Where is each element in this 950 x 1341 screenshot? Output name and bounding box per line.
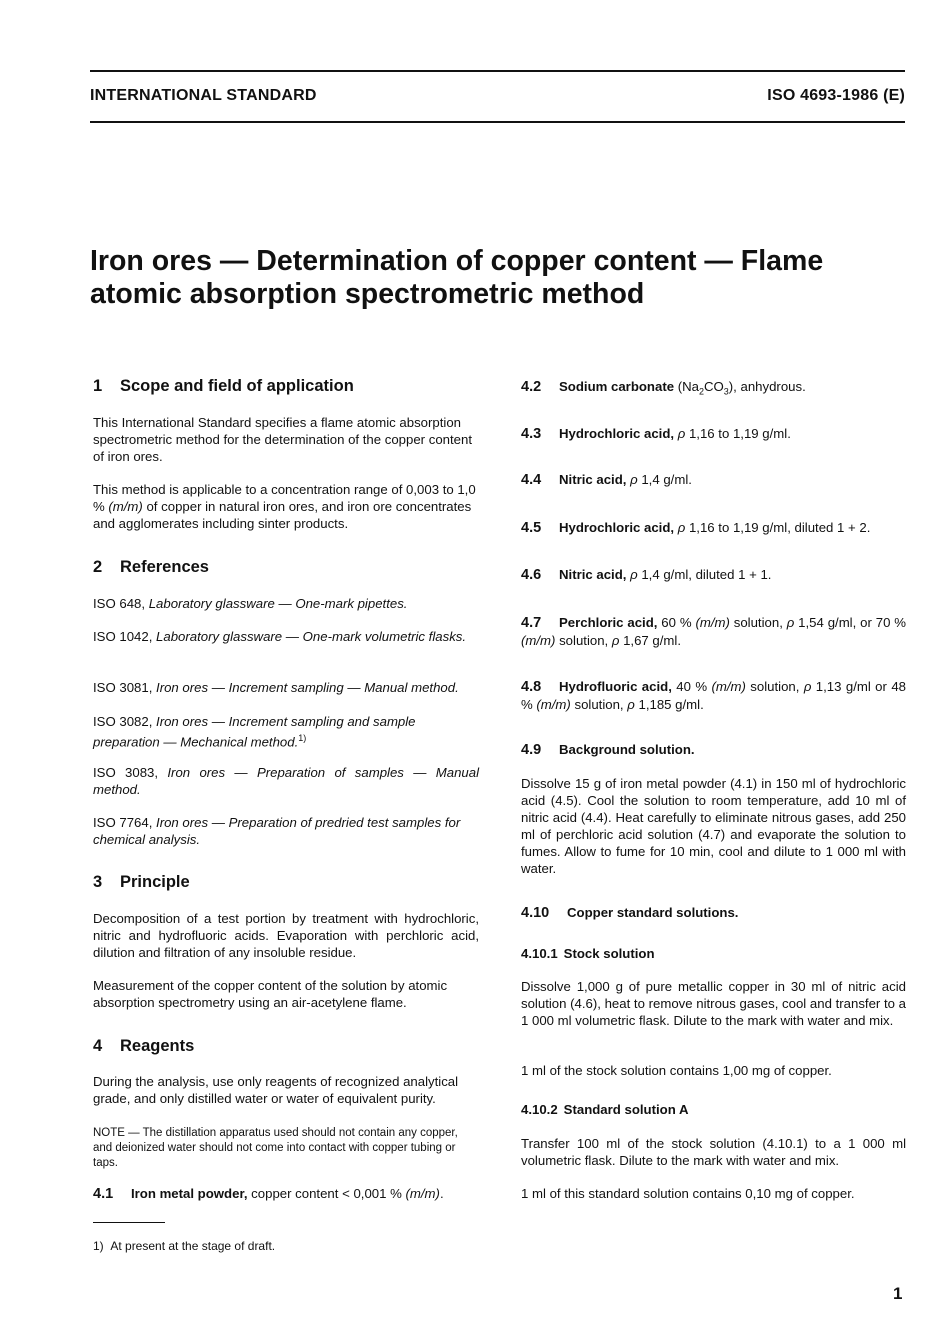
standard-number: ISO 4693-1986 (E) bbox=[767, 87, 905, 104]
reference-item: ISO 7764, Iron ores — Preparation of predried test samples for chemical analysis. bbox=[93, 815, 461, 847]
reference-item: ISO 3081, Iron ores — Increment sampling — Manual method. bbox=[93, 680, 459, 695]
section-1-heading: 1 Scope and field of application bbox=[93, 377, 354, 395]
document-title bbox=[90, 245, 905, 311]
reference-item: ISO 3082, Iron ores — Increment sampling and sample preparation — Mechanical method.$^{1)}$ bbox=[93, 714, 416, 750]
reference-item: ISO 3083, Iron ores — Preparation of samples — Manual method. bbox=[93, 765, 480, 797]
reagent-4-7: 4.7 Perchloric acid, 60 % (m/m) solution, ρ 1,54 g/ml, or 70 % (m/m) solution, ρ 1,67 g/ml. bbox=[521, 615, 907, 648]
top-rule bbox=[90, 70, 905, 72]
reagent-4-10-1-heading: 4.10.1 Stock solution bbox=[521, 946, 655, 961]
reagent-4-8: 4.8 Hydrofluoric acid, 40 % (m/m) solution, ρ 1,13 g/ml or 48 % (m/m) solution, ρ 1,185 g/ml. bbox=[521, 679, 906, 712]
reagent-4-9-paragraph: Dissolve 15 g of iron metal powder (4.1) in 150 ml of hydrochloric acid (4.5). Cool the solution to room temperature, add 10 ml of nitric acid (4.4). Heat carefully to eliminate nitrous gases, add 250 ml of perchloric acid solution (4.7) and evaporate the solution to fumes. Allow to fume for 10 min, cool and dilute to 1 000 ml with water. bbox=[521, 776, 906, 876]
section-3-paragraph-1: Decomposition of a test portion by treatment with hydrochloric, nitric and hydrofluoric acids. Evaporation with perchloric acid, dilution and filtration of any insoluble residue. bbox=[93, 911, 479, 960]
section-4-note: NOTE — The distillation apparatus used should not contain any copper, and deionized water should not come into contact with copper tubing or taps. bbox=[93, 1127, 458, 1169]
reagent-4-10-2-paragraph-2: 1 ml of this standard solution contains 0,10 mg of copper. bbox=[521, 1186, 855, 1201]
reagent-4-1: 4.1 Iron metal powder, copper content < 0,001 % (m/m). bbox=[93, 1186, 444, 1202]
reference-item: ISO 1042, Laboratory glassware — One-mark volumetric flasks. bbox=[93, 629, 467, 644]
title-line-2: atomic absorption spectrometric method bbox=[90, 278, 645, 310]
section-4-paragraph: During the analysis, use only reagents of recognized analytical grade, and only distilled water or water of equivalent purity. bbox=[93, 1074, 459, 1106]
document-type: INTERNATIONAL STANDARD bbox=[90, 87, 317, 104]
reagent-4-10-2-heading: 4.10.2 Standard solution A bbox=[521, 1102, 689, 1117]
section-4-heading: 4 Reagents bbox=[93, 1037, 195, 1055]
reagent-4-10-1-paragraph-2: 1 ml of the stock solution contains 1,00 mg of copper. bbox=[521, 1063, 832, 1078]
reagent-4-3: 4.3 Hydrochloric acid, ρ 1,16 to 1,19 g/ml. bbox=[521, 426, 791, 442]
reagent-4-10-1-paragraph-1: Dissolve 1,000 g of pure metallic copper in 30 ml of nitric acid solution (4.6), heat to remove nitrous gases, cool and transfer to a 1 000 ml volumetric flask. Dilute to the mark with water and mix. bbox=[521, 979, 906, 1028]
page-number: 1 bbox=[893, 1284, 903, 1303]
section-1-paragraph-2: This method is applicable to a concentration range of 0,003 to 1,0 % (m/m) of copper in natural iron ores, and iron ore concentrates and agglomerates including sinter products. bbox=[93, 482, 476, 531]
section-3-paragraph-2: Measurement of the copper content of the solution by atomic absorption spectrometry using an air-acetylene flame. bbox=[93, 978, 448, 1010]
section-2-heading: 2 References bbox=[93, 558, 209, 576]
reference-item: ISO 648, Laboratory glassware — One-mark pipettes. bbox=[93, 596, 408, 611]
reagent-4-2: 4.2 Sodium carbonate $(Na_2CO_3)$, anhydrous. bbox=[521, 379, 806, 397]
reagent-4-10-2-paragraph-1: Transfer 100 ml of the stock solution (4.10.1) to a 1 000 ml volumetric flask. Dilute to the mark with water and mix. bbox=[521, 1136, 906, 1168]
reagent-4-9-heading: 4.9 Background solution. bbox=[521, 742, 695, 758]
section-1-paragraph-1: This International Standard specifies a flame atomic absorption spectrometric method for the determination of the copper content of iron ores. bbox=[93, 415, 472, 464]
reagent-4-4: 4.4 Nitric acid, ρ 1,4 g/ml. bbox=[521, 472, 692, 488]
reagent-4-10-heading: 4.10 Copper standard solutions. bbox=[521, 905, 739, 921]
reagent-4-5: 4.5 Hydrochloric acid, ρ 1,16 to 1,19 g/ml, diluted 1 + 2. bbox=[521, 520, 871, 536]
header-rule bbox=[90, 121, 905, 123]
footnote: 1) At present at the stage of draft. bbox=[93, 1239, 276, 1253]
title-line-1: Iron ores — Determination of copper content — Flame bbox=[90, 245, 824, 277]
reagent-4-6: 4.6 Nitric acid, ρ 1,4 g/ml, diluted 1 + 1. bbox=[521, 567, 772, 583]
section-3-heading: 3 Principle bbox=[93, 873, 190, 891]
footnote-rule bbox=[93, 1222, 165, 1223]
